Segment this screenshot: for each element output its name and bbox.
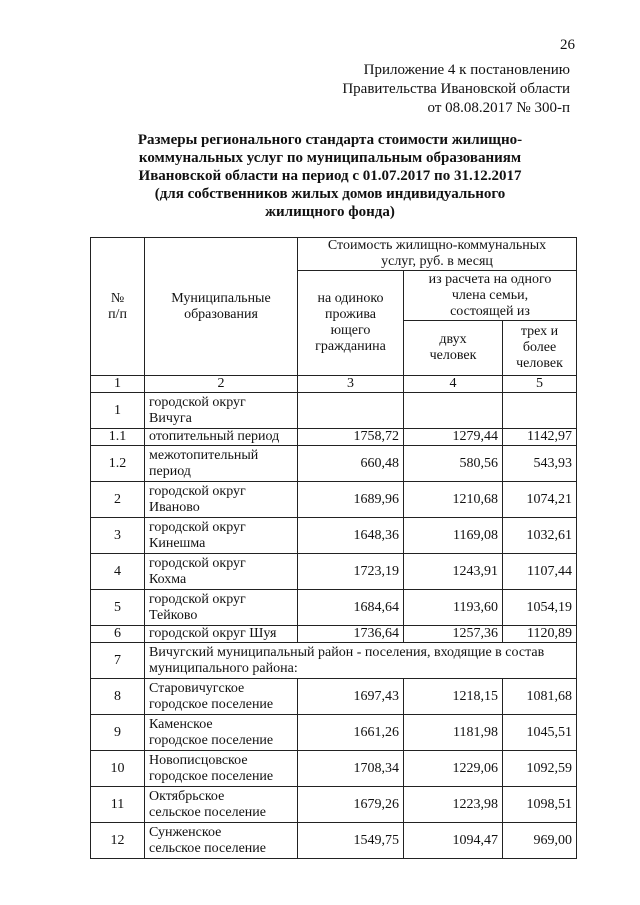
row-number: 3 — [91, 518, 145, 554]
header-two-people: двух человек — [404, 321, 503, 376]
value-two: 1210,68 — [404, 482, 503, 518]
value-three: 1107,44 — [503, 554, 577, 590]
value-two: 1218,15 — [404, 679, 503, 715]
value-single: 1648,36 — [298, 518, 404, 554]
value-single: 1549,75 — [298, 823, 404, 859]
cost-table — [90, 237, 577, 859]
table-row — [91, 715, 577, 751]
column-number: 1 — [91, 376, 145, 393]
table-row — [91, 393, 577, 429]
value-single: 1697,43 — [298, 679, 404, 715]
value-two: 1094,47 — [404, 823, 503, 859]
table-row — [91, 823, 577, 859]
value-single: 1723,19 — [298, 554, 404, 590]
row-name: Октябрьское сельское поселение — [145, 787, 298, 823]
document-title — [120, 131, 540, 221]
row-name: Каменское городское поселение — [145, 715, 298, 751]
row-number: 6 — [91, 626, 145, 643]
table-row — [91, 446, 577, 482]
header-cost: Стоимость жилищно-коммунальных услуг, руб. в месяц — [298, 238, 577, 271]
value-three: 969,00 — [503, 823, 577, 859]
title-line-2: коммунальных услуг по муниципальным образованиям — [138, 150, 522, 166]
value-single: 1708,34 — [298, 751, 404, 787]
row-name: городской округ Шуя — [145, 626, 298, 643]
row-name: городской округ Кохма — [145, 554, 298, 590]
table-row — [91, 554, 577, 590]
value-three: 1032,61 — [503, 518, 577, 554]
row-number: 7 — [91, 643, 145, 679]
value-three: 1142,97 — [503, 429, 577, 446]
value-three: 1054,19 — [503, 590, 577, 626]
value-two: 1229,06 — [404, 751, 503, 787]
column-number: 5 — [503, 376, 577, 393]
row-number: 1.2 — [91, 446, 145, 482]
column-number: 2 — [145, 376, 298, 393]
row-name: городской округ Кинешма — [145, 518, 298, 554]
header-number: № п/п — [91, 238, 145, 376]
value-single: 1689,96 — [298, 482, 404, 518]
table-row — [91, 751, 577, 787]
value-two: 1193,60 — [404, 590, 503, 626]
header-three-people: трех и более человек — [503, 321, 577, 376]
value-two: 1257,36 — [404, 626, 503, 643]
table-row — [91, 679, 577, 715]
value-single: 1661,26 — [298, 715, 404, 751]
value-two: 1243,91 — [404, 554, 503, 590]
row-number: 1.1 — [91, 429, 145, 446]
value-single: 1758,72 — [298, 429, 404, 446]
row-number: 12 — [91, 823, 145, 859]
value-three — [503, 393, 577, 429]
value-three: 1098,51 — [503, 787, 577, 823]
column-number: 3 — [298, 376, 404, 393]
table-row — [91, 429, 577, 446]
row-number: 4 — [91, 554, 145, 590]
row-number: 8 — [91, 679, 145, 715]
section-heading: Вичугский муниципальный район - поселения, входящие в состав муниципального района: — [145, 643, 577, 679]
column-number-row — [91, 376, 577, 393]
value-three: 1092,59 — [503, 751, 577, 787]
value-three: 543,93 — [503, 446, 577, 482]
table-row-section — [91, 643, 577, 679]
value-single: 1684,64 — [298, 590, 404, 626]
table-row — [91, 590, 577, 626]
row-name: отопительный период — [145, 429, 298, 446]
value-single: 1679,26 — [298, 787, 404, 823]
appendix-line-3: от 08.08.2017 № 300-п — [427, 100, 570, 116]
table-row — [91, 518, 577, 554]
table-row — [91, 482, 577, 518]
row-name: Старовичугское городское поселение — [145, 679, 298, 715]
table-row — [91, 787, 577, 823]
title-line-1: Размеры регионального стандарта стоимости жилищно- — [137, 132, 523, 148]
row-number: 11 — [91, 787, 145, 823]
row-name: Сунженское сельское поселение — [145, 823, 298, 859]
row-name: городской округ Вичуга — [145, 393, 298, 429]
value-two: 1279,44 — [404, 429, 503, 446]
value-single: 660,48 — [298, 446, 404, 482]
value-single: 1736,64 — [298, 626, 404, 643]
table-row — [91, 626, 577, 643]
value-two: 1223,98 — [404, 787, 503, 823]
row-name: городской округ Иваново — [145, 482, 298, 518]
value-three: 1081,68 — [503, 679, 577, 715]
row-number: 9 — [91, 715, 145, 751]
title-line-3: Ивановской области на период с 01.07.2017 по 31.12.2017 — [138, 168, 522, 184]
value-two: 580,56 — [404, 446, 503, 482]
header-municipality: Муниципальные образования — [145, 238, 298, 376]
title-line-5: жилищного фонда) — [265, 204, 395, 220]
appendix-line-1: Приложение 4 к постановлению — [363, 62, 570, 78]
appendix-line-2: Правительства Ивановской области — [342, 81, 570, 97]
row-number: 1 — [91, 393, 145, 429]
value-single — [298, 393, 404, 429]
header-family: из расчета на одного члена семьи, состоящей из — [404, 271, 577, 321]
title-line-4: (для собственников жилых домов индивидуального — [154, 186, 506, 202]
header-single: на одиноко прожива ющего гражданина — [298, 271, 404, 376]
row-number: 2 — [91, 482, 145, 518]
page-number: 26 — [560, 37, 575, 53]
value-two: 1181,98 — [404, 715, 503, 751]
row-name: городской округ Тейково — [145, 590, 298, 626]
row-number: 10 — [91, 751, 145, 787]
value-two — [404, 393, 503, 429]
value-three: 1074,21 — [503, 482, 577, 518]
column-number: 4 — [404, 376, 503, 393]
row-name: Новописцовское городское поселение — [145, 751, 298, 787]
value-two: 1169,08 — [404, 518, 503, 554]
value-three: 1120,89 — [503, 626, 577, 643]
row-number: 5 — [91, 590, 145, 626]
appendix-block — [342, 61, 570, 118]
value-three: 1045,51 — [503, 715, 577, 751]
row-name: межотопительный период — [145, 446, 298, 482]
